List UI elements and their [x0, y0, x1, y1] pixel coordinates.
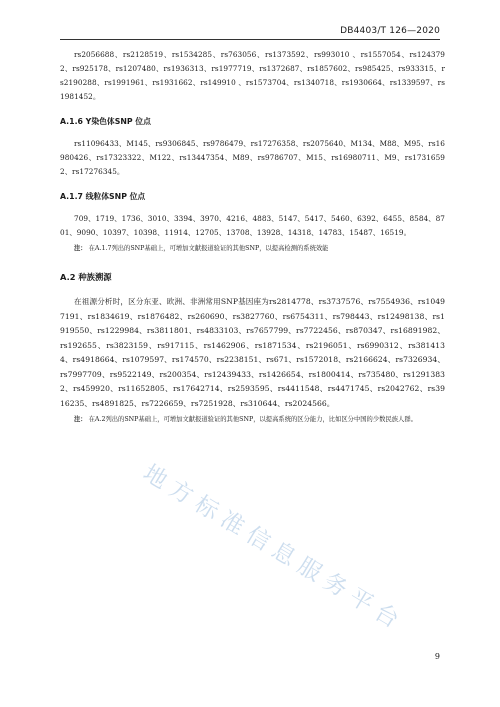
document-body: [60, 48, 445, 426]
snp-list-continuation: rs2056688、rs2128519、rs1534285、rs763056、rs1373592、rs993010 、rs1557054、rs1243792、rs925178、rs1207480、rs1936313、rs1977719、rs1372687、rs1857602、rs985425、rs933315、rs2190288、rs1991961、rs1931662、rs149910 、rs1573704、rs1340718、rs1930664、rs1339597、rs1981452。: [60, 50, 445, 101]
section-a2-heading: A.2 种族溯源: [60, 272, 112, 282]
header-divider: [60, 39, 440, 40]
note-text: 在A.1.7列出的SNP基础上，可增加文献报道验证的其他SNP，以提高检测的系统效能: [88, 245, 329, 252]
section-a17-body: 709、1719、1736、3010、3394、3970、4216、4883、5147、5417、5460、6392、6455、8584、8701、9090、10397、10398、11914、12705、13708、13928、14318、14783、15487、16519。: [60, 214, 445, 237]
standard-code: DB4403/T 126—2020: [340, 26, 440, 36]
section-a16-heading: A.1.6 Y染色体SNP 位点: [60, 117, 151, 126]
section-a2-body: 在祖源分析时，区分东亚、欧洲、非洲常用SNP基因座为rs2814778、rs3737576、rs7554936、rs10497191、rs1834619、rs1876482、rs260690、rs3827760、rs6754311、rs798443、rs12498138、rs1919550、rs1229984、rs3811801、rs4833103、rs7657799、rs7722456、rs870347、rs16891982、rs192655、rs3823159、rs917115、rs1462906、rs1871534、rs2196051、rs6990312、rs3814134、rs4918664、rs1079597、rs174570、rs2238151、rs671、rs1572018、rs2166624、rs7326934、rs7997709、rs9522149、rs200354、rs12439433、rs1426654、rs1800414、rs735480、rs12913832、rs459920、rs11652805、rs17642714、rs2593595、rs4411548、rs4471745、rs2042762、rs3916235、rs4891825、rs7226659、rs7251928、rs310644、rs2024566。: [60, 297, 445, 408]
section-a17-note: [60, 243, 445, 255]
section-a2-note: [60, 414, 445, 426]
note-label: 注：: [74, 245, 87, 252]
section-a17-heading: A.1.7 线粒体SNP 位点: [60, 192, 146, 201]
note-text: 在A.2列出的SNP基础上，可增加文献报道验证的其他SNP，以提高系统的区分能力，比如区分中国的少数民族人群。: [88, 416, 417, 423]
note-label: 注：: [74, 416, 87, 423]
page-number: 9: [434, 652, 440, 661]
watermark: 地方标准信息服务平台: [138, 460, 410, 637]
section-a16-body: rs11096433、M145、rs9306845、rs9786479、rs17276358、rs2075640、M134、M88、M95、rs16980426、rs17323322、M122、rs13447354、M89、rs9786707、M15、rs16980711、M9、rs17316592、rs17276345。: [60, 139, 445, 176]
